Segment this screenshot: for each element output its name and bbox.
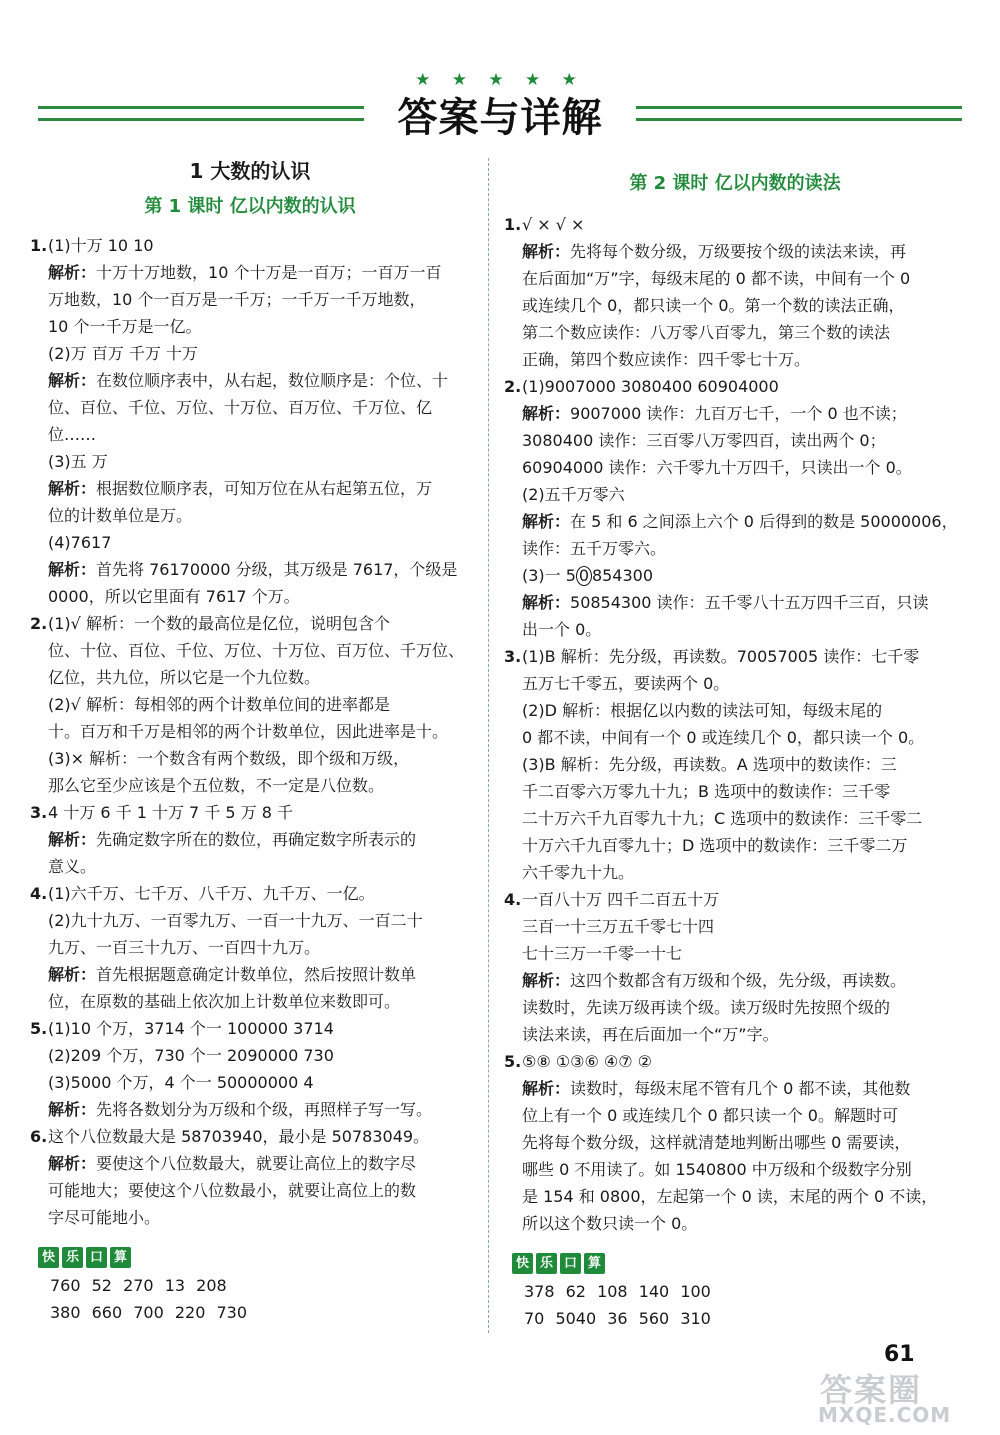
question-number: 4.	[30, 884, 48, 903]
analysis-line	[30, 259, 470, 286]
watermark-logo: 答案圈	[820, 1371, 923, 1409]
analysis-text: 先将各数划分为万级和个级，再照样子写一写。	[96, 1100, 433, 1119]
analysis-line	[504, 589, 966, 616]
answer-line: 位、百位、千位、万位、十万位、百万位、千万位、亿位……	[48, 398, 433, 444]
question-number: 2.	[504, 377, 522, 396]
page-header	[38, 86, 962, 141]
answer-line: (3)5000 个万，4 个一 50000000 4	[48, 1073, 314, 1092]
question-number: 1.	[504, 215, 522, 234]
answer-line: 或连续几个 0，都只读一个 0。第一个数的读法正确，	[522, 296, 905, 315]
analysis-text: 这四个数都含有万级和个级，先分级，再读数。	[570, 971, 907, 990]
left-answer-list	[30, 232, 470, 1231]
answer-line: 出一个 0。	[522, 620, 602, 639]
analysis-line	[504, 508, 966, 535]
answer-text: (1)9007000 3080400 60904000	[522, 377, 779, 396]
analysis-text: 先确定数字所在的数位，再确定数字所表示的	[96, 830, 417, 849]
analysis-line	[30, 1150, 470, 1177]
answer-text: (1)√ 解析：一个数的最高位是亿位，说明包含个	[48, 614, 390, 633]
analysis-label: 解析：	[522, 593, 571, 612]
analysis-text: 根据数位顺序表，可知万位在从右起第五位，万	[96, 479, 433, 498]
answer-line: 十。百万和千万是相邻的两个计数单位，因此进率是十。	[48, 722, 449, 741]
answer-line: 那么它至少应该是个五位数，不一定是八位数。	[48, 776, 385, 795]
page-number: 61	[884, 1342, 915, 1367]
question-line	[30, 610, 470, 637]
answer-line: 千二百零六万零九十九；B 选项中的数读作：三千零	[522, 782, 891, 801]
column-divider	[488, 158, 489, 1333]
quick-calc-row: 380 660 700 220 730	[50, 1303, 248, 1322]
question-number: 1.	[30, 236, 48, 255]
answer-line: 亿位，共九位，所以它是一个九位数。	[48, 668, 321, 687]
analysis-line	[30, 367, 470, 394]
analysis-label: 解析：	[48, 1154, 97, 1173]
question-number: 5.	[504, 1052, 522, 1071]
answer-line: 位、十位、百位、千位、万位、十万位、百万位、千万位、	[48, 641, 465, 660]
question-line	[504, 1048, 966, 1075]
quick-calc-char: 乐	[536, 1253, 557, 1274]
question-number: 3.	[30, 803, 48, 822]
answer-line: 三百一十三万五千零七十四	[522, 917, 715, 936]
analysis-text: 首先将 76170000 分级，其万级是 7617，个级是	[96, 560, 458, 579]
right-column	[504, 152, 966, 1332]
answer-line: 是 154 和 0800，左起第一个 0 读，末尾的两个 0 不读，	[522, 1187, 938, 1206]
answer-line: (2)209 个万，730 个一 2090000 730	[48, 1046, 334, 1065]
analysis-line	[30, 556, 470, 583]
answer-line: 0 都不读，中间有一个 0 或连续几个 0，都只读一个 0。	[522, 728, 925, 747]
answer-line: 位的计数单位是万。	[48, 506, 193, 525]
answer-line: 万地数，10 个一百万是一千万；一千万一千万地数，	[48, 290, 426, 309]
answer-line: 正确，第四个数应读作：四千零七十万。	[522, 350, 811, 369]
analysis-text: 读数时，每级末尾不管有几个 0 都不读，其他数	[570, 1079, 911, 1098]
answer-text: 4 十万 6 千 1 十万 7 千 5 万 8 千	[48, 803, 294, 822]
answer-line: 九万、一百三十九万、一百四十九万。	[48, 938, 321, 957]
quick-calc-char: 算	[110, 1247, 131, 1268]
analysis-line	[30, 961, 470, 988]
analysis-label: 解析：	[48, 1100, 97, 1119]
quick-calc-row: 70 5040 36 560 310	[524, 1309, 711, 1328]
page-title: 答案与详解	[397, 95, 603, 141]
quick-calc-row: 378 62 108 140 100	[524, 1282, 711, 1301]
analysis-label: 解析：	[522, 512, 571, 531]
answer-text: 一百八十万 四千二百五十万	[522, 890, 720, 909]
analysis-text: 先将每个数分级，万级要按个级的读法来读，再	[570, 242, 907, 261]
analysis-line	[504, 1075, 966, 1102]
answer-line: 在后面加“万”字，每级末尾的 0 都不读，中间有一个 0	[522, 269, 911, 288]
question-line	[30, 1015, 470, 1042]
right-answer-list	[504, 211, 966, 1237]
quick-calc-badge	[512, 1253, 605, 1274]
analysis-label: 解析：	[48, 965, 97, 984]
question-number: 5.	[30, 1019, 48, 1038]
answer-line: (3)× 解析：一个数含有两个数级，即个级和万级，	[48, 749, 410, 768]
question-number: 6.	[30, 1127, 48, 1146]
answer-line: (2)九十九万、一百零九万、一百一十九万、一百二十	[48, 911, 423, 930]
lesson-title-1: 第 1 课时 亿以内数的认识	[144, 196, 356, 217]
question-line	[504, 373, 966, 400]
answer-line: 读数时，先读万级再读个级。读万级时先按照个级的	[522, 998, 891, 1017]
answer-text: (3)一 5	[522, 566, 576, 585]
answer-line: (2)D 解析：根据亿以内数的读法可知，每级末尾的	[522, 701, 883, 720]
analysis-label: 解析：	[522, 404, 571, 423]
analysis-label: 解析：	[48, 830, 97, 849]
analysis-label: 解析：	[48, 371, 97, 390]
quick-calc-answers	[30, 1272, 470, 1326]
question-line	[504, 886, 966, 913]
header-rule-right	[636, 106, 962, 121]
question-line	[504, 211, 966, 238]
answer-line: 60904000 读作：六千零九十万四千，只读出一个 0。	[522, 458, 912, 477]
analysis-line	[30, 475, 470, 502]
quick-calc-char: 算	[584, 1253, 605, 1274]
analysis-text: 50854300 读作：五千零八十五万四千三百，只读	[570, 593, 929, 612]
quick-calc-badge	[38, 1247, 131, 1268]
quick-calc-char: 口	[560, 1253, 581, 1274]
analysis-text: 在 5 和 6 之间添上六个 0 后得到的数是 50000006，	[570, 512, 958, 531]
answer-line: (2)√ 解析：每相邻的两个计数单位间的进率都是	[48, 695, 390, 714]
answer-line: 0000，所以它里面有 7617 个万。	[48, 587, 300, 606]
answer-line: (2)万 百万 千万 十万	[48, 344, 198, 363]
question-number: 3.	[504, 647, 522, 666]
answer-line: 可能地大；要使这个八位数最小，就要让高位上的数	[48, 1181, 417, 1200]
answer-line: 五万七千零五，要读两个 0。	[522, 674, 730, 693]
quick-calc-char: 快	[38, 1247, 59, 1268]
answer-line: 先将每个数分级，这样就清楚地判断出哪些 0 需要读，	[522, 1133, 911, 1152]
answer-line: 七十三万一千零一十七	[522, 944, 683, 963]
answer-line: 位上有一个 0 或连续几个 0 都只读一个 0。解题时可	[522, 1106, 898, 1125]
analysis-label: 解析：	[522, 1079, 571, 1098]
answer-line: 二十万六千九百零九十九；C 选项中的数读作：三千零二	[522, 809, 923, 828]
analysis-line	[504, 238, 966, 265]
analysis-text: 在数位顺序表中，从右起，数位顺序是：个位、十	[96, 371, 449, 390]
analysis-line	[504, 400, 966, 427]
watermark-url: MXQE.COM	[818, 1403, 952, 1427]
analysis-label: 解析：	[522, 242, 571, 261]
answer-line: (2)五千万零六	[522, 485, 625, 504]
answer-line: 第二个数应读作：八万零八百零九，第三个数的读法	[522, 323, 891, 342]
question-line	[30, 880, 470, 907]
analysis-label: 解析：	[48, 560, 97, 579]
answer-line: 10 个一千万是一亿。	[48, 317, 202, 336]
answer-text: (1)B 解析：先分级，再读数。70057005 读作：七千零	[522, 647, 920, 666]
answer-line: (3)五 万	[48, 452, 108, 471]
analysis-line	[30, 826, 470, 853]
analysis-label: 解析：	[48, 263, 97, 282]
answer-line: 读作：五千万零六。	[522, 539, 667, 558]
answer-line: 读法来读，再在后面加一个“万”字。	[522, 1025, 779, 1044]
circled-digit: 0	[576, 566, 592, 586]
analysis-text: 要使这个八位数最大，就要让高位上的数字尽	[96, 1154, 417, 1173]
analysis-label: 解析：	[48, 479, 97, 498]
answer-line: 位，在原数的基础上依次加上计数单位来数即可。	[48, 992, 401, 1011]
quick-calc-char: 乐	[62, 1247, 83, 1268]
question-number: 4.	[504, 890, 522, 909]
left-column	[30, 152, 470, 1326]
answer-line: 哪些 0 不用读了。如 1540800 中万级和个级数字分别	[522, 1160, 912, 1179]
quick-calc-char: 口	[86, 1247, 107, 1268]
answer-line: 3080400 读作：三百零八万零四百，读出两个 0；	[522, 431, 886, 450]
answer-line: (4)7617	[48, 533, 112, 552]
answer-line: (3)B 解析：先分级，再读数。A 选项中的数读作：三	[522, 755, 897, 774]
quick-calc-row: 760 52 270 13 208	[50, 1276, 227, 1295]
analysis-text: 9007000 读作：九百万七千，一个 0 也不读；	[570, 404, 907, 423]
answer-line	[504, 562, 966, 589]
answer-line: 所以这个数只读一个 0。	[522, 1214, 698, 1233]
answer-text: (1)10 个万，3714 个一 100000 3714	[48, 1019, 334, 1038]
question-number: 2.	[30, 614, 48, 633]
analysis-line	[30, 1096, 470, 1123]
header-stars: ★ ★ ★ ★ ★	[415, 70, 585, 90]
question-line	[504, 643, 966, 670]
analysis-text: 首先根据题意确定计数单位，然后按照计数单	[96, 965, 417, 984]
analysis-line	[504, 967, 966, 994]
question-line	[30, 1123, 470, 1150]
section-title: 1 大数的认识	[189, 159, 311, 183]
answer-text: 这个八位数最大是 58703940，最小是 50783049。	[48, 1127, 430, 1146]
answer-text: (1)六千万、七千万、八千万、九千万、一亿。	[48, 884, 375, 903]
question-line	[30, 232, 470, 259]
analysis-label: 解析：	[522, 971, 571, 990]
question-line	[30, 799, 470, 826]
answer-line: 意义。	[48, 857, 97, 876]
answer-line: 六千零九十九。	[522, 863, 635, 882]
quick-calc-answers	[504, 1278, 966, 1332]
answer-line: 十万六千九百零九十；D 选项中的数读作：三千零二万	[522, 836, 908, 855]
answer-text: ⑤⑧ ①③⑥ ④⑦ ②	[522, 1052, 653, 1071]
answer-text: (1)十万 10 10	[48, 236, 154, 255]
answer-line: 字尽可能地小。	[48, 1208, 161, 1227]
quick-calc-char: 快	[512, 1253, 533, 1274]
lesson-title-2: 第 2 课时 亿以内数的读法	[629, 173, 841, 194]
analysis-text: 十万十万地数，10 个十万是一百万；一百万一百	[96, 263, 442, 282]
answer-text: 854300	[591, 566, 654, 585]
answer-text: √ × √ ×	[522, 215, 585, 234]
